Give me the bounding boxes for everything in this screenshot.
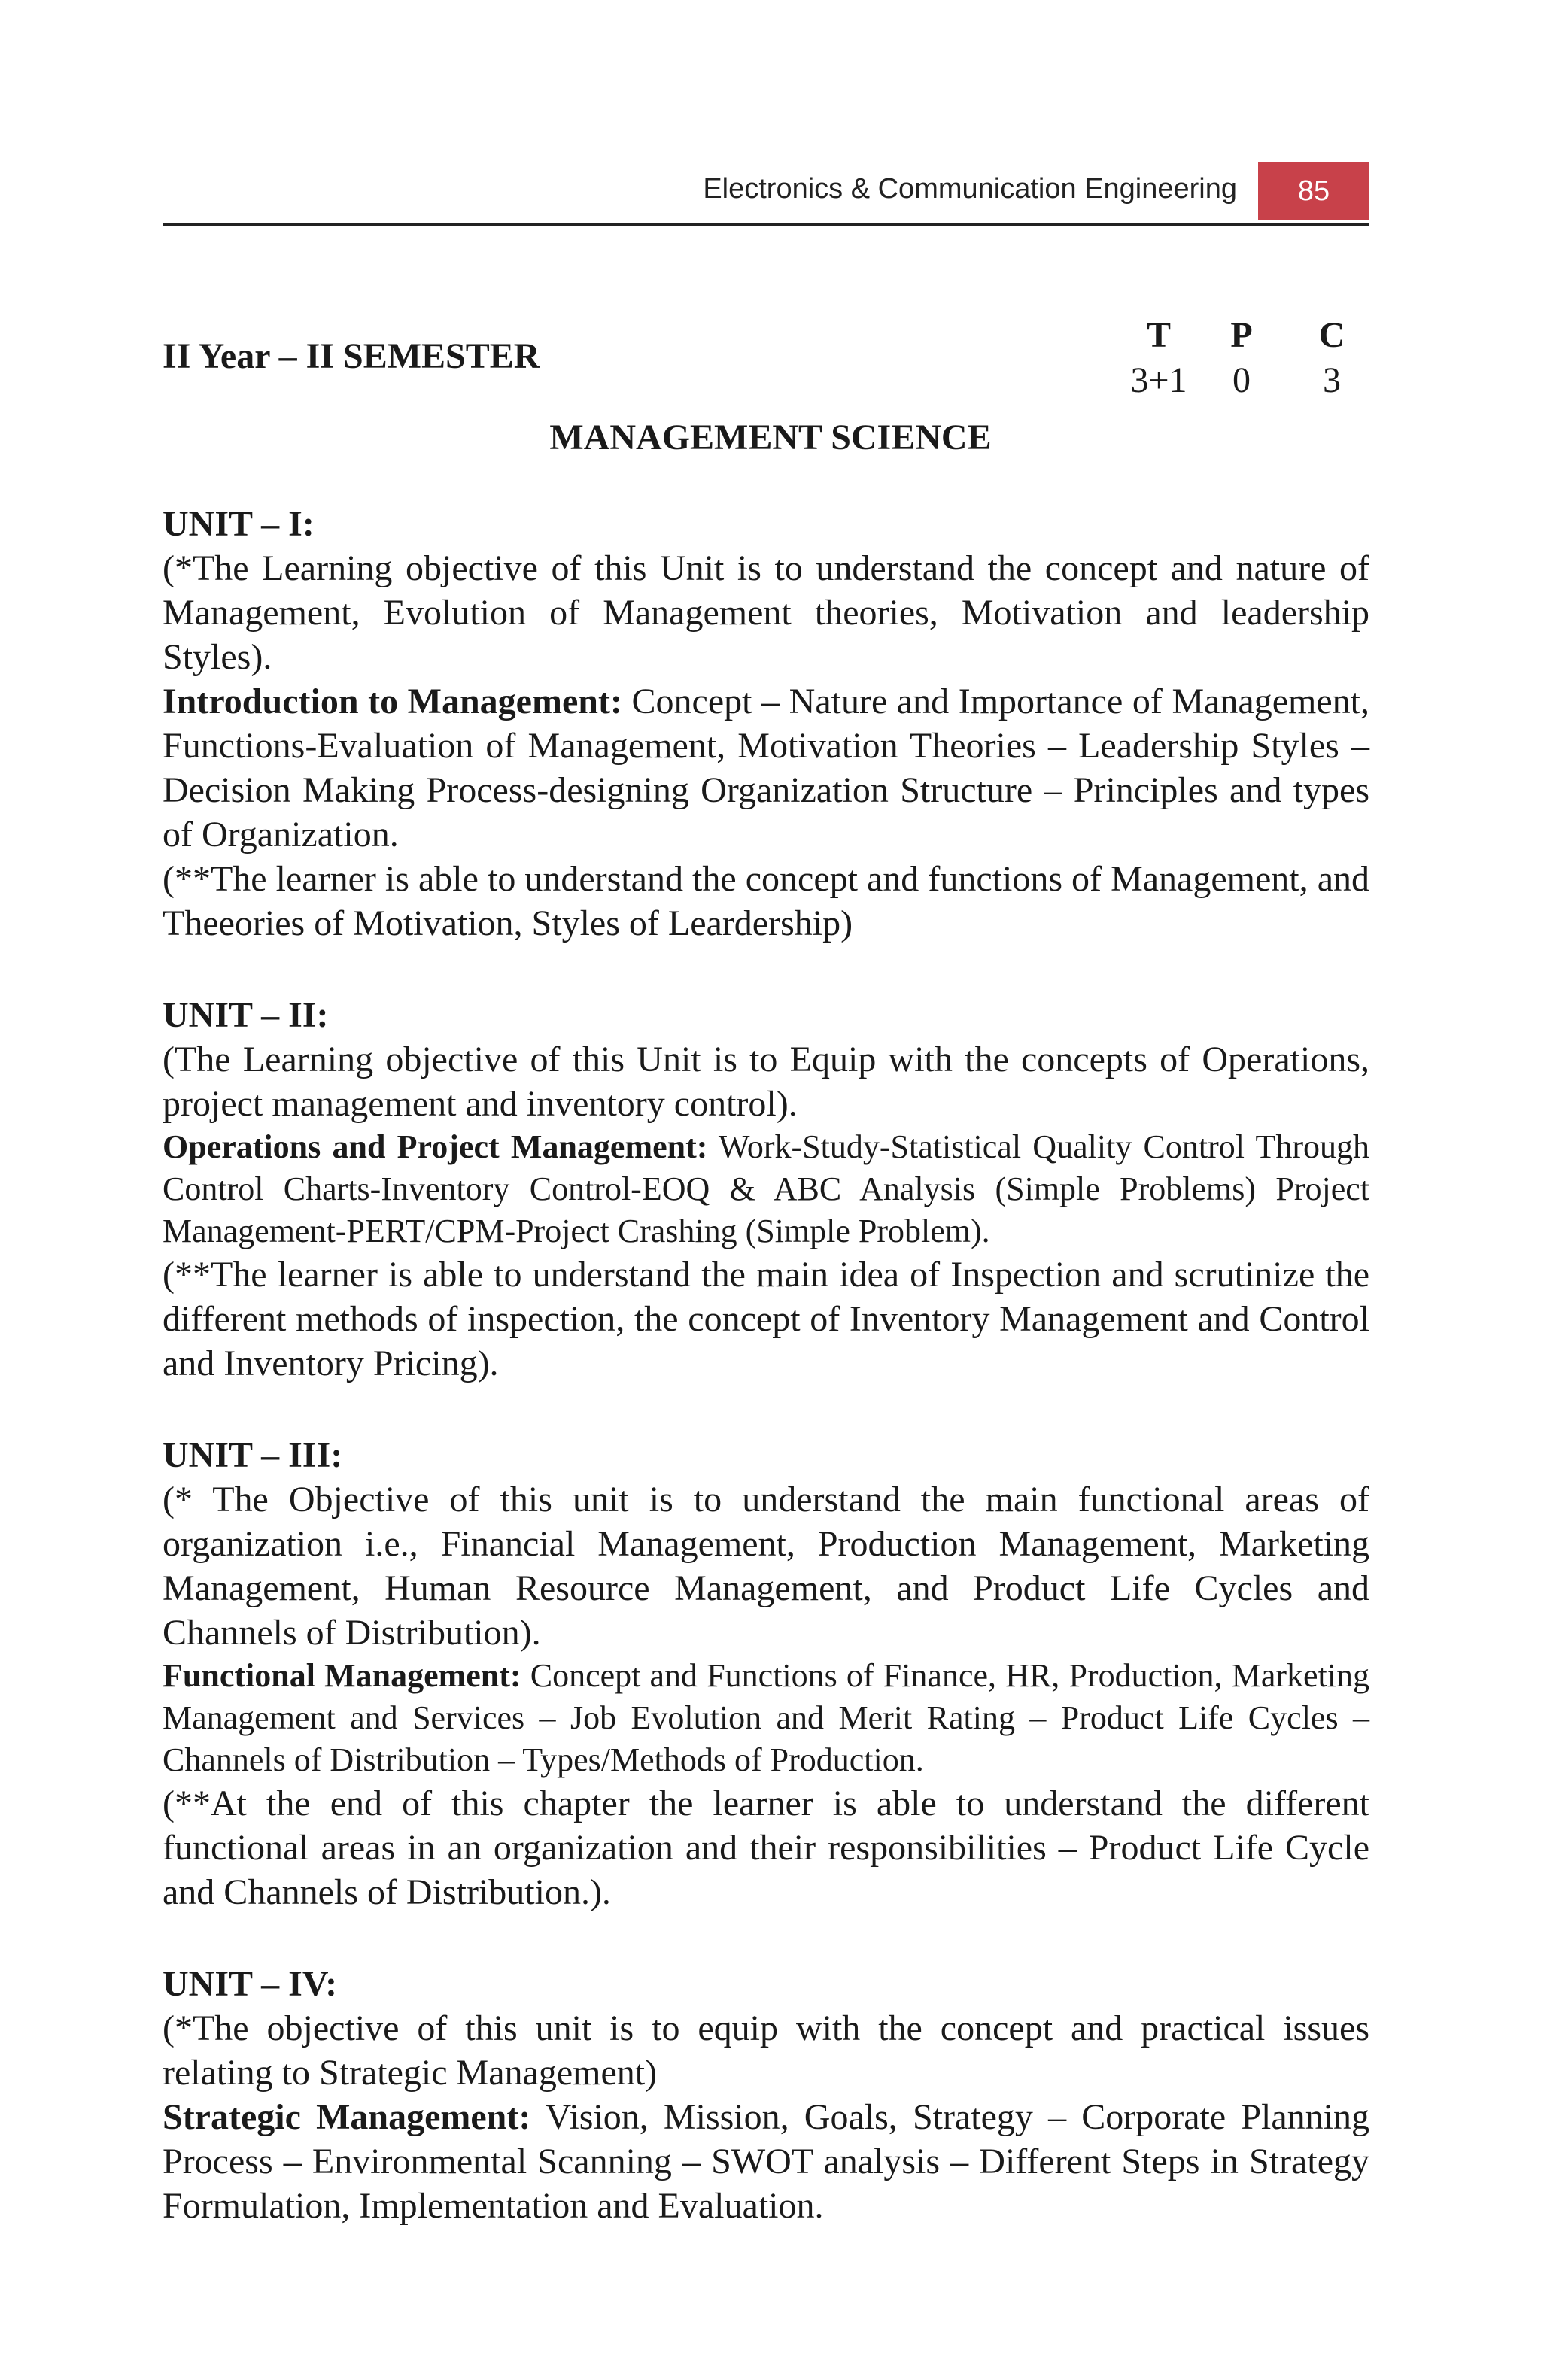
topic-label: Functional Management: — [163, 1657, 521, 1694]
unit-4 — [163, 1963, 1369, 2228]
credits-header-c: C — [1318, 315, 1345, 355]
topic-text: Work-Study-Statistical Quality Control Through Control Charts-Inventory Control-EOQ & ABC Analysis (Simple Problems) Project Management-PERT/CPM-Project Crashing (Simple Problem). — [163, 1128, 1369, 1249]
unit-objective: (*The Learning objective of this Unit is to understand the concept and nature of Management, Evolution of Management theories, Motivation and leadership Styles). — [163, 548, 1369, 677]
credits-table — [1114, 313, 1369, 403]
unit-topics — [163, 679, 1369, 857]
credits-value-t: 3+1 — [1130, 360, 1187, 400]
topic-text: Concept – Nature and Importance of Management, Functions-Evaluation of Management, Motivation Theories – Leadership Styles – Decision Making Process-designing Organization Structure – Principles and types of Organization. — [163, 682, 1370, 855]
credits-header-p: P — [1230, 315, 1253, 355]
unit-heading: UNIT – III: — [163, 1435, 343, 1475]
page-number: 85 — [1258, 162, 1369, 220]
unit-heading: UNIT – I: — [163, 504, 315, 544]
unit-topics — [163, 1655, 1369, 1781]
unit-3 — [163, 1434, 1369, 1914]
unit-heading: UNIT – II: — [163, 995, 329, 1035]
unit-outcome: (**The learner is able to understand the main idea of Inspection and scrutinize the different methods of inspection, the concept of Inventory Management and Control and Inventory Pricing). — [163, 1255, 1369, 1383]
topic-label: Strategic Management: — [163, 2097, 531, 2137]
topic-label: Introduction to Management: — [163, 682, 622, 721]
syllabus-content — [163, 502, 1369, 2228]
credits-header-t: T — [1146, 315, 1171, 355]
unit-1 — [163, 502, 1369, 946]
unit-objective: (*The objective of this unit is to equip with the concept and practical issues relating to Strategic Management) — [163, 2008, 1369, 2093]
topic-text: Vision, Mission, Goals, Strategy – Corporate Planning Process – Environmental Scanning – SWOT analysis – Different Steps in Strategy Formulation, Implementation and Evaluation. — [163, 2097, 1370, 2226]
course-title: MANAGEMENT SCIENCE — [549, 417, 992, 457]
topic-label: Operations and Project Management: — [163, 1128, 708, 1165]
unit-outcome: (**The learner is able to understand the concept and functions of Management, and Theeories of Motivation, Styles of Leardership) — [163, 859, 1369, 943]
header-title: Electronics & Communication Engineering — [703, 173, 1237, 205]
topic-text: Concept and Functions of Finance, HR, Production, Marketing Management and Services – Job Evolution and Merit Rating – Product Life Cycles – Channels of Distribution – Types/Methods of Production. — [163, 1657, 1369, 1778]
credits-value-p: 0 — [1232, 360, 1251, 400]
unit-2 — [163, 994, 1369, 1386]
page-header — [163, 162, 1369, 226]
semester-label: II Year – II SEMESTER — [163, 336, 540, 376]
unit-topics — [163, 2095, 1369, 2228]
unit-objective: (The Learning objective of this Unit is to Equip with the concepts of Operations, project management and inventory control). — [163, 1040, 1369, 1124]
unit-outcome: (**At the end of this chapter the learner is able to understand the different functional areas in an organization and their responsibilities – Product Life Cycle and Channels of Distribution.). — [163, 1783, 1369, 1912]
unit-heading: UNIT – IV: — [163, 1964, 338, 2004]
unit-objective: (* The Objective of this unit is to understand the main functional areas of organization i.e., Financial Management, Production Management, Marketing Management, Human Resource Management, and Product Life Cycles and Channels of Distribution). — [163, 1480, 1369, 1653]
unit-topics — [163, 1126, 1369, 1252]
credits-value-c: 3 — [1323, 360, 1341, 400]
